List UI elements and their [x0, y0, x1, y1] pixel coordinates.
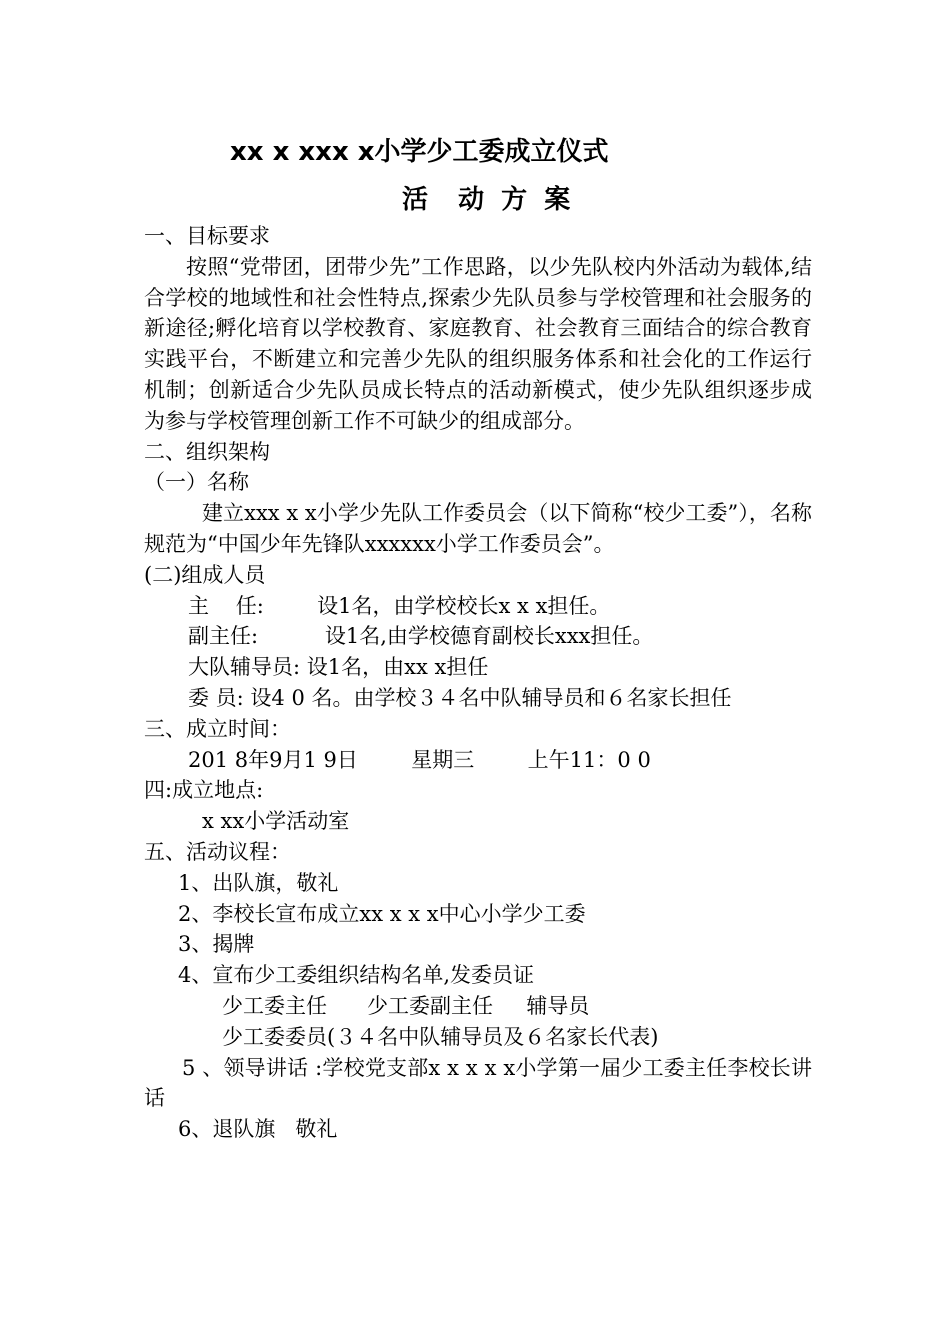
section-2-sub-2-heading: (二)组成人员	[144, 562, 266, 587]
member-counselor: 大队辅导员: 设1名，由xx x担任	[188, 655, 489, 680]
section-3-heading: 三、成立时间：	[144, 716, 291, 741]
agenda-item: 4、宣布少工委组织结构名单,发委员证	[178, 963, 535, 988]
member-committee: 委 员: 设4 0 名。由学校３４名中队辅导员和６名家长担任	[188, 685, 732, 710]
agenda-item: 6、退队旗 敬礼	[178, 1117, 338, 1142]
member-deputy-director: 副主任: 设1名,由学校德育副校长xxx担任。	[188, 624, 654, 649]
agenda-sub-item: 少工委主任 少工委副主任 辅导员	[222, 993, 590, 1018]
document-subtitle: 活 动 方 案	[402, 185, 575, 215]
agenda-item: 2、李校长宣布成立xx x x x中心小学少工委	[178, 901, 586, 926]
section-4-heading: 四:成立地点:	[144, 778, 264, 803]
section-4-body: x xx小学活动室	[202, 809, 350, 834]
section-2-heading: 二、组织架构	[144, 439, 270, 464]
agenda-item: 5 、领导讲话 :学校党支部x x x x x小学第一届少工委主任李校长讲话	[144, 1055, 812, 1111]
document-body	[144, 221, 812, 1145]
section-1-body: 按照“党带团，团带少先”工作思路，以少先队校内外活动为载体,结合学校的地域性和社会性特点,探索少先队员参与学校管理和社会服务的新途径;孵化培育以学校教育、家庭教育、社会教育三面结合的综合教育实践平台，不断建立和完善少先队的组织服务体系和社会化的工作运行机制；创新适合少先队员成长特点的活动新模式，使少先队组织逐步成为参与学校管理创新工作不可缺少的组成部分。	[144, 254, 812, 433]
section-2-sub-1-body: 建立xxx x x小学少先队工作委员会（以下简称“校少工委”），名称规范为“中国少年先锋队xxxxxx小学工作委员会”。	[144, 501, 812, 556]
agenda-item: 1、出队旗，敬礼	[178, 870, 339, 895]
section-1-heading: 一、目标要求	[144, 224, 270, 248]
document-title: xx x xxx x小学少工委成立仪式	[230, 137, 609, 167]
member-director: 主 任: 设1名，由学校校长x x x担任。	[188, 593, 611, 618]
agenda-item: 3、揭牌	[178, 932, 255, 957]
section-3-body: 201 8年9月1 9日 星期三 上午11：0 0	[188, 747, 651, 772]
agenda-sub-item: 少工委委员(３４名中队辅导员及６名家长代表)	[222, 1024, 659, 1049]
section-5-heading: 五、活动议程：	[144, 839, 291, 864]
section-2-sub-1-heading: （一）名称	[144, 470, 249, 495]
